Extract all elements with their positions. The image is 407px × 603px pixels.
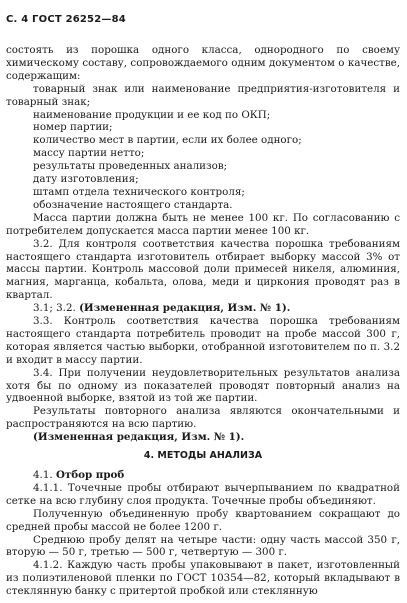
page-header: С. 4 ГОСТ 26252—84 — [6, 14, 126, 25]
list-item: номер партии; — [33, 121, 113, 134]
paragraph: Среднюю пробу делят на четыре части: одну часть массой 350 г, вторую — 50 г, третью — 500 г, четвертую — 300 г. — [6, 533, 400, 559]
list-item: дату изготовления; — [33, 173, 139, 186]
amendment-note — [6, 302, 400, 315]
list-item: штамп отдела технического контроля; — [33, 185, 245, 198]
amendment-note: (Измененная редакция, Изм. № 1). — [33, 431, 245, 444]
paragraph: Масса партии должна быть не менее 100 кг. По согласованию с потребителем допускается масса партии менее 100 кг. — [6, 211, 400, 237]
paragraph: 3.3. Контроль соответствия качества порошка требованиям настоящего стандарта потребитель проводит на пробе массой 300 г, которая является частью выборки, отобранной изготовителем по п. 3.2 и входит в массу партии. — [6, 315, 400, 366]
paragraph: состоять из порошка одного класса, однородного по своему химическому составу, сопровождаемого одним документом о качестве, содержащим: — [6, 44, 400, 82]
document-body — [6, 44, 400, 598]
list-item: обозначение настоящего стандарта. — [33, 198, 233, 211]
amendment-lead: 3.1; 3.2. — [33, 302, 76, 315]
paragraph: 3.4. При получении неудовлетворительных результатов анализа хотя бы по одному из показателей проводят повторный анализ на удвоенной выборке, взятой из той же партии. — [6, 366, 400, 405]
amendment-text: (Измененная редакция, Изм. № 1). — [79, 302, 291, 315]
list-item: наименование продукции и ее код по ОКП; — [33, 108, 271, 121]
paragraph: 4.1.2. Каждую часть пробы упаковывают в пакет, изготовленный из полиэтиленовой пленки по ГОСТ 10354—82, который вкладывают в стеклянную банку с притертой пробкой или стеклянную — [6, 559, 400, 598]
list-item: массу партии нетто; — [33, 147, 145, 160]
subsection-title: Отбор проб — [55, 469, 125, 481]
paragraph: Результаты повторного анализа являются окончательными и распространяются на всю партию. — [6, 405, 400, 431]
subsection-number: 4.1. — [33, 469, 53, 481]
paragraph: товарный знак или наименование предприятия-изготовителя и товарный знак; — [6, 82, 400, 108]
paragraph: 4.1.1. Точечные пробы отбирают вычерпыванием по квадратной сетке на всю глубину слоя продукта. Точечные пробы объединяют. — [6, 481, 400, 507]
list-item: количество мест в партии, если их более одного; — [33, 134, 302, 147]
paragraph: Полученную объединенную пробу квартованием сокращают до средней пробы массой не более 1200 г. — [6, 507, 400, 533]
paragraph: 3.2. Для контроля соответствия качества порошка требованиям настоящего стандарта изготовитель отбирает выборку массой 3% от массы партии. Контроль массовой доли примесей никеля, алюминия, магния, марганца, кобальта, олова, меди и циркония проводят раз в квартал. — [6, 237, 400, 302]
list-item: результаты проведенных анализов; — [33, 160, 228, 173]
section-title: 4. МЕТОДЫ АНАЛИЗА — [143, 450, 263, 462]
subsection-heading — [6, 469, 400, 482]
